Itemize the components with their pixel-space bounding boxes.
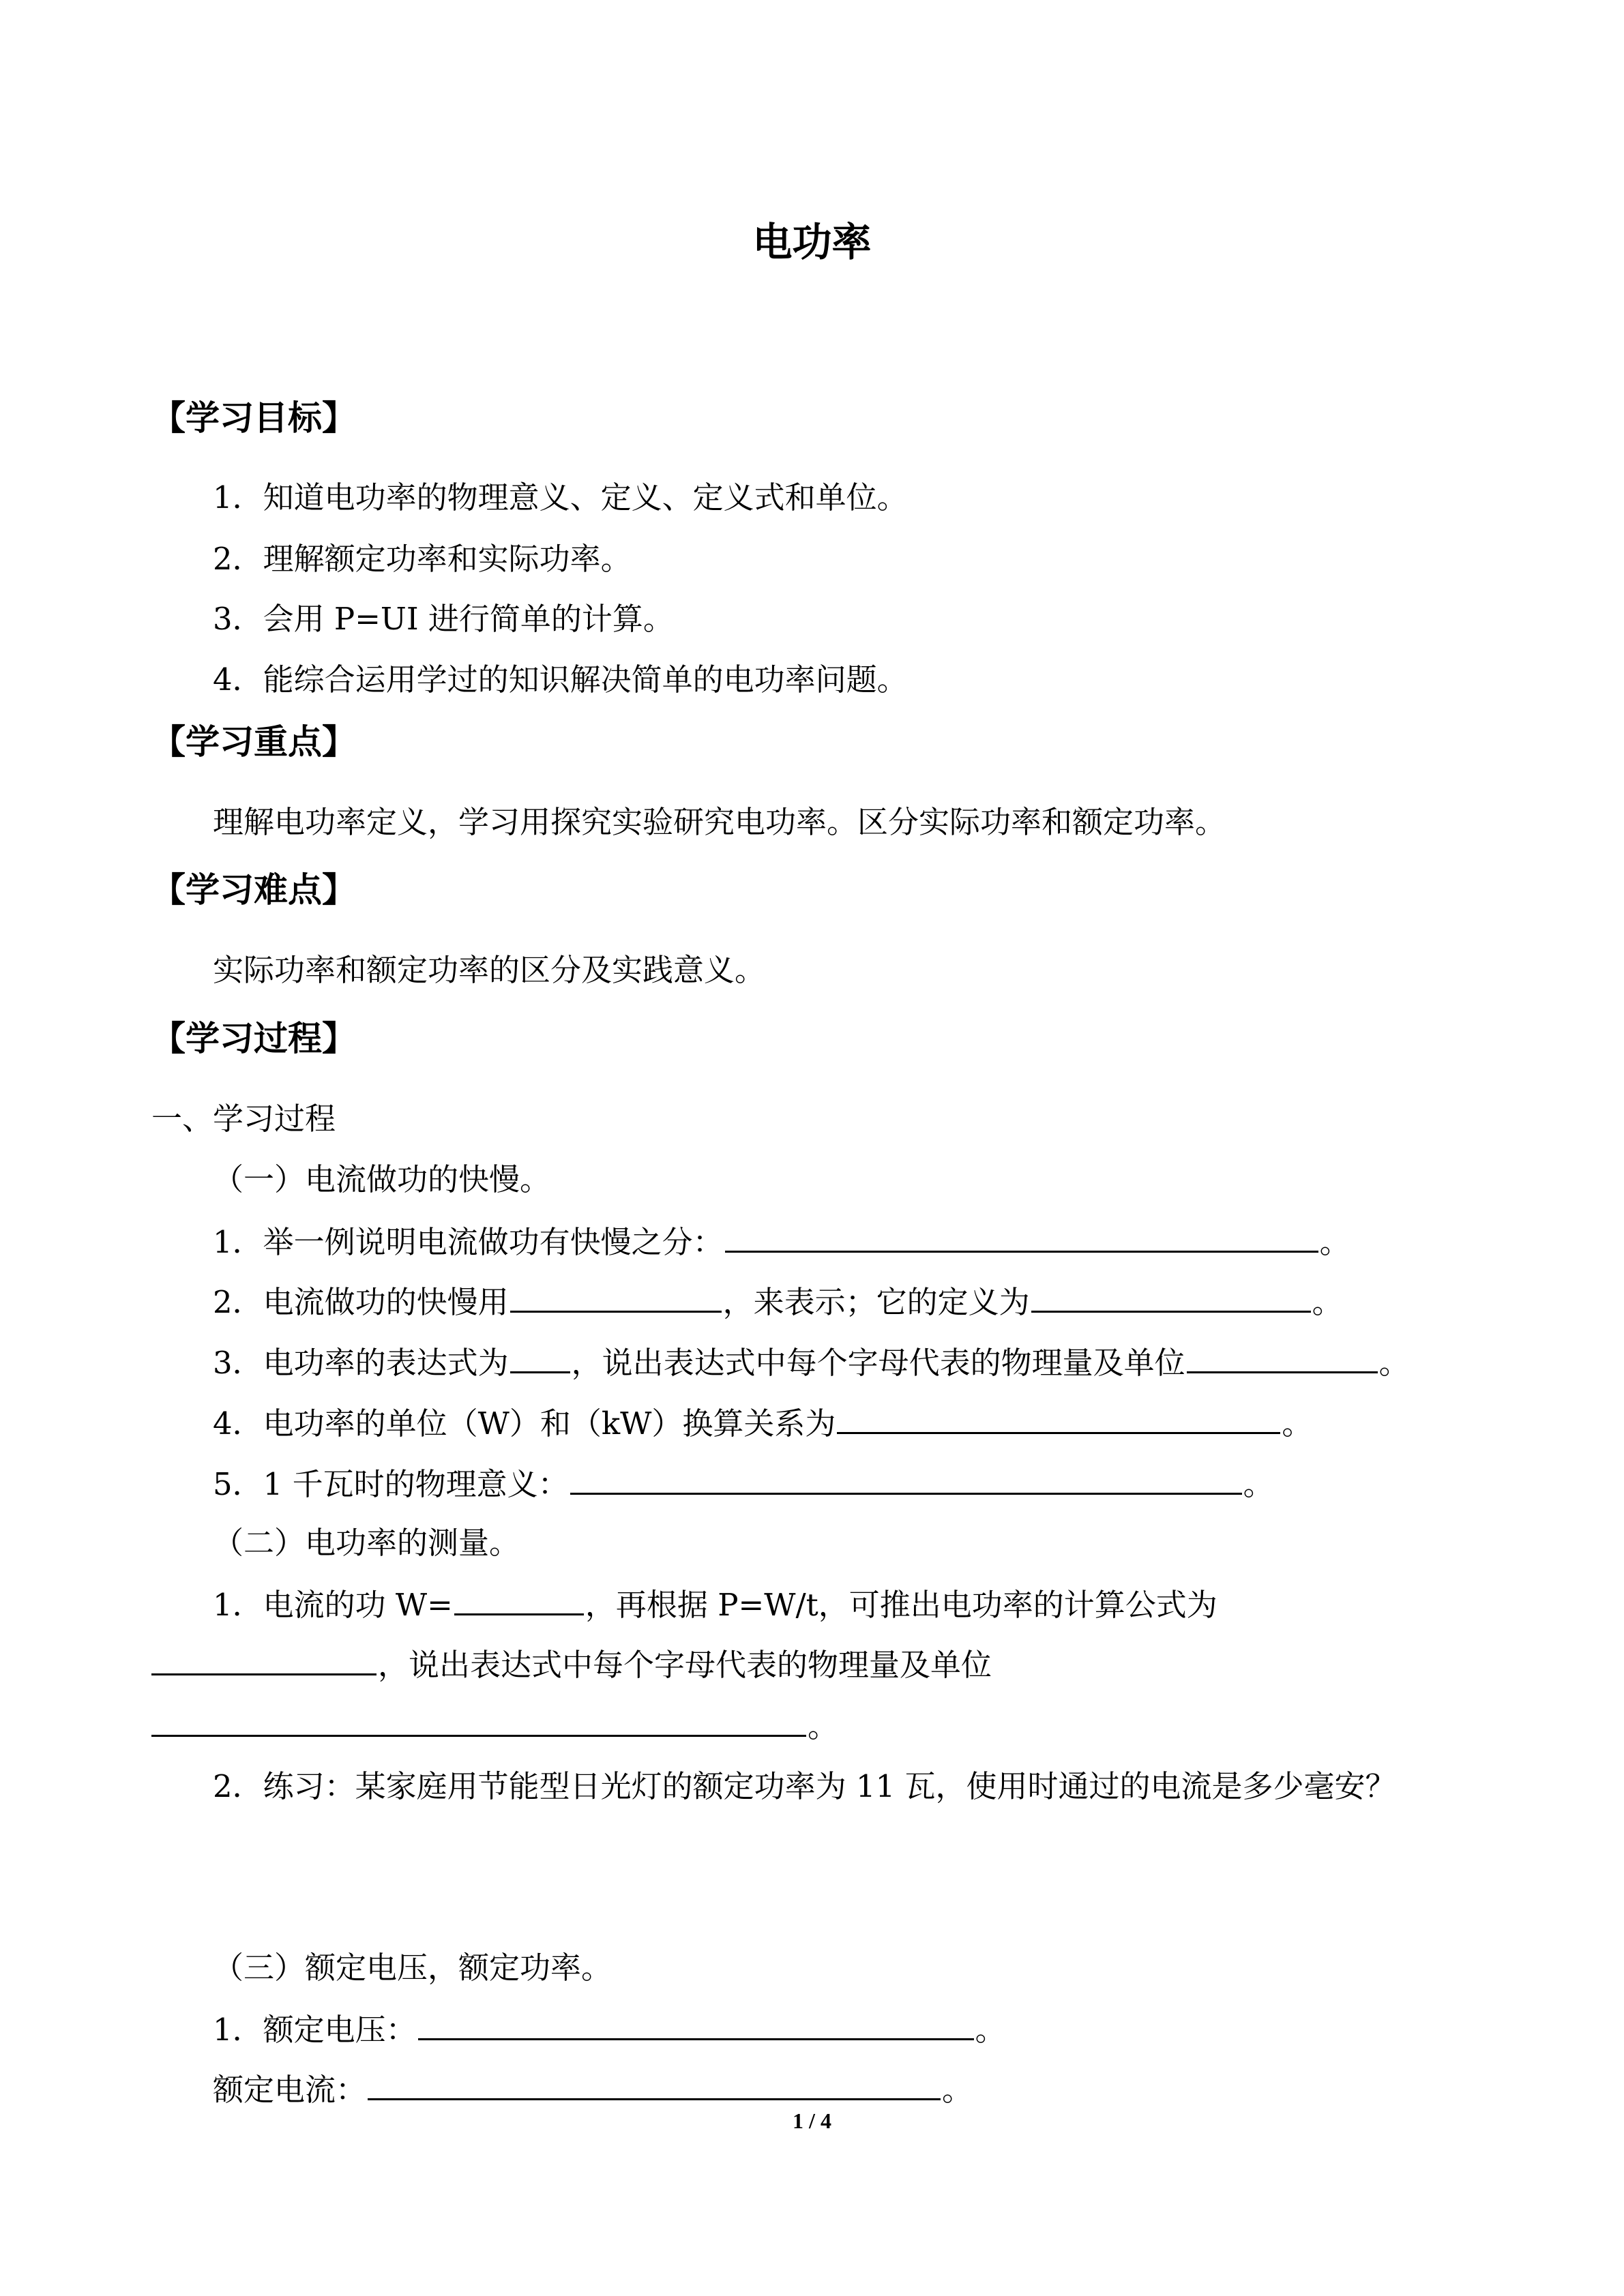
question-text: ，说出表达式中每个字母代表的物理量及单位 (571, 1345, 1185, 1381)
question-line (213, 1281, 1343, 1323)
punctuation: 。 (808, 1708, 839, 1744)
question-text: ，来表示；它的定义为 (722, 1284, 1030, 1320)
question-text: 1．举一例说明电流做功有快慢之分： (213, 1224, 724, 1260)
punctuation: 。 (1378, 1345, 1410, 1381)
punctuation: 。 (942, 2072, 973, 2108)
question-text: 1．额定电压： (213, 2012, 417, 2048)
question-text: ，再根据 P=W/t，可推出电功率的计算公式为 (585, 1587, 1217, 1623)
answer-blank[interactable] (368, 2068, 941, 2100)
question-line (213, 1402, 1312, 1444)
answer-blank[interactable] (454, 1583, 584, 1615)
question-text: 额定电流： (213, 2072, 367, 2108)
section-heading-process: 【学习过程】 (151, 1019, 356, 1058)
question-line (151, 1643, 992, 1686)
objective-item: 4．能综合运用学过的知识解决简单的电功率问题。 (213, 661, 908, 698)
question-text: 1．电流的功 W= (213, 1587, 453, 1623)
page-title: 电功率 (752, 219, 872, 265)
page-number: 1 / 4 (793, 2108, 831, 2133)
answer-blank[interactable] (837, 1402, 1280, 1434)
punctuation: 。 (975, 2012, 1006, 2048)
difficulties-text: 实际功率和额定功率的区分及实践意义。 (213, 952, 766, 988)
answer-blank[interactable] (570, 1463, 1242, 1495)
question-line (213, 1341, 1410, 1384)
punctuation: 。 (1312, 1284, 1343, 1320)
objective-item: 1．知道电功率的物理意义、定义、定义式和单位。 (213, 479, 908, 516)
objective-item: 2．理解额定功率和实际功率。 (213, 541, 632, 577)
question-text: 3．电功率的表达式为 (213, 1345, 509, 1381)
section-heading-objectives: 【学习目标】 (151, 398, 356, 438)
answer-blank[interactable] (510, 1281, 722, 1313)
question-line (213, 1463, 1274, 1505)
question-text: 2．电流做功的快慢用 (213, 1284, 509, 1320)
answer-blank[interactable] (1031, 1281, 1311, 1313)
practice-question: 2．练习：某家庭用节能型日光灯的额定功率为 11 瓦，使用时通过的电流是多少毫安？ (213, 1768, 1396, 1804)
punctuation: 。 (1282, 1405, 1313, 1442)
question-text: 5．1 千瓦时的物理意义： (213, 1466, 569, 1502)
question-text: ，说出表达式中每个字母代表的物理量及单位 (378, 1647, 992, 1683)
punctuation: 。 (1319, 1224, 1350, 1260)
question-line (213, 1583, 1217, 1626)
part2-title: （二）电功率的测量。 (213, 1525, 520, 1561)
question-line (213, 2008, 1006, 2051)
question-line (151, 1705, 838, 1747)
answer-blank[interactable] (725, 1221, 1318, 1253)
answer-blank[interactable] (151, 1643, 377, 1675)
section-heading-difficulties: 【学习难点】 (151, 870, 356, 910)
objective-item: 3．会用 P=UI 进行简单的计算。 (213, 601, 674, 637)
answer-blank[interactable] (418, 2008, 974, 2040)
question-line (213, 1221, 1350, 1263)
question-text: 4．电功率的单位（W）和（kW）换算关系为 (213, 1405, 836, 1442)
answer-blank[interactable] (510, 1341, 570, 1373)
answer-blank[interactable] (151, 1705, 806, 1737)
key-points-text: 理解电功率定义，学习用探究实验研究电功率。区分实际功率和额定功率。 (213, 804, 1226, 840)
section-heading-key-points: 【学习重点】 (151, 722, 356, 762)
process-heading: 一、学习过程 (151, 1101, 336, 1137)
question-line (213, 2068, 973, 2111)
part3-title: （三）额定电压，额定功率。 (213, 1950, 612, 1986)
punctuation: 。 (1243, 1466, 1274, 1502)
part1-title: （一）电流做功的快慢。 (213, 1161, 551, 1197)
answer-blank[interactable] (1187, 1341, 1378, 1373)
